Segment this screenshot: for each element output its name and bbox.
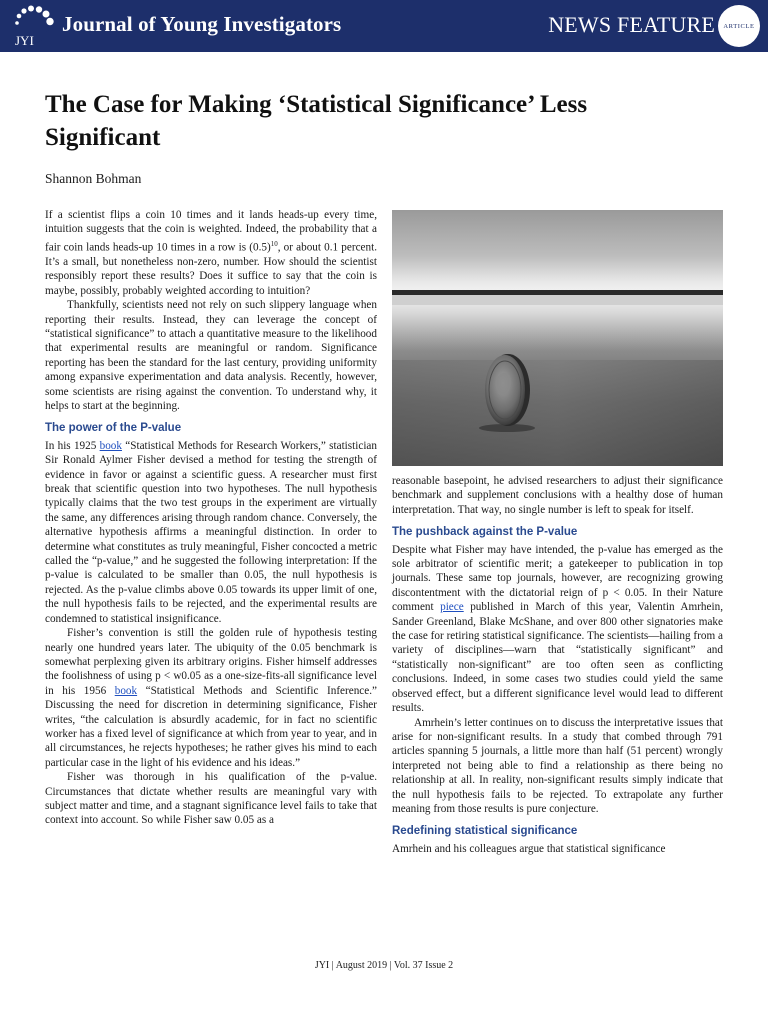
left-column: [45, 208, 377, 828]
article-badge: ARTICLE: [718, 5, 760, 47]
page-footer: JYI | August 2019 | Vol. 37 Issue 2: [314, 960, 454, 971]
heading-pushback: The pushback against the P-value: [392, 526, 578, 539]
paragraph-4: Fisher’s convention is still the golden rule of hypothesis testing nearly one hundred years later. The ubiquity of the 0.05 benchmark is somewhat perplexing given its arbitrary origins. Fisher himself addresses the foolishness of using p < w0.05 as a one-size-fits-all significance level in his 1956 book “Statistical Methods and Scientific Inference.” Discussing the need for discretion in determining significance, Fisher writes, “the calculation is absurdly academic, for in fact no scientific worker has a fixed level of significance at which from year to year, and in all circumstances, he rejects hypotheses; he rather gives his mind to each particular case in the light of his evidence and his ideas.”: [45, 627, 377, 769]
book-link-1925[interactable]: book: [99, 439, 122, 452]
article-author: Shannon Bohman: [45, 171, 142, 186]
section-label: NEWS FEATURE: [548, 12, 715, 37]
book-link-1956[interactable]: book: [114, 684, 138, 697]
paragraph-5: Fisher was thorough in his qualification of the p-value. Circumstances that dictate whether results are meaningful vary with subject matter and time, and a stagnant significance level fails to take that context into account. So while Fisher saw 0.05 as a: [45, 771, 377, 827]
paragraph-3: In his 1925 book “Statistical Methods for Research Workers,” statistician Sir Ronald Aylmer Fisher devised a method for testing the strength of evidence in favor or against a scientific guess. A researcher must first break that scientific question into two hypotheses. The null hypothesis typically claims that the two test groups in the experiment are virtually the same, any differences arising through random chance. Conversely, the alternative hypothesis affirms a meaningful distinction. In order to determine what constitutes as truly meaningful, Fisher concocted a metric called the “p-value,” and he suggested the following interpretation: If the p-value is calculated to be smaller than 0.05, the null hypothesis is rejected. As the p-value climbs above 0.05 towards its upper limit of one, the null hypothesis fails to be rejected, and the experimental results are condemned to statistical insignificance.: [45, 439, 377, 625]
right-column: [392, 474, 723, 856]
journal-header: [0, 0, 768, 52]
heading-redefining: Redefining statistical significance: [392, 825, 578, 838]
journal-name: Journal of Young Investigators: [62, 12, 342, 36]
nature-piece-link[interactable]: piece: [440, 601, 464, 614]
paragraph-6: Despite what Fisher may have intended, the p-value has emerged as the sole arbitrator of scientific merit; a gatekeeper to publication in top journals. These same top journals, however, are recognizing growing discontentment with the dictatorial reign of p < 0.05. In their Nature comment piece published in March of this year, Valentin Amrhein, Sander Greenland, Blake McShane, and over 800 other signatories make the case for retiring statistical significance. The scientists—hailing from a variety of disciplines—warn that “statistically significant” and “statistically non-significant” are too often seen as conflicting conclusions. Indeed, in some cases two studies could yield the same observed effect, but a different significance level would lead to different results.: [392, 543, 723, 715]
coin-on-edge-photo: [392, 210, 723, 466]
svg-text:JYI: JYI: [15, 33, 34, 48]
article-title: The Case for Making ‘Statistical Significance’ Less Significant: [45, 91, 588, 151]
heading-power-of-p-value: The power of the P-value: [45, 422, 182, 435]
paragraph-5-continued: reasonable basepoint, he advised researchers to adjust their significance benchmark and supplement conclusions with a healthy dose of human interpretation. That way, no single number is left to speak for itself.: [392, 475, 723, 516]
paragraph-7: Amrhein’s letter continues on to discuss the interpretative issues that arise for non-significant results. In a study that combed through 791 articles spanning 5 journals, a little more than half (51 percent) wrongly interpreted not being able to find a relationship as there being no relationship at all. In reality, non-significant results simply indicate that the null hypothesis fails to be rejected. To extrapolate any further meaning from those results is pure conjecture.: [392, 716, 723, 815]
paragraph-2: Thankfully, scientists need not rely on such slippery language when reporting their results. Instead, they can leverage the concept of “statistical significance” to attach a quantitative measure to the likelihood that experimental results are meaningful or random. Significance reporting has been the standard for the last century, providing uniformity among expansive experimentation and data analysis. Recently, however, some scientists are rising against the convention. To understand why, it helps to start at the beginning.: [45, 299, 377, 413]
intro-paragraph: If a scientist flips a coin 10 times and it lands heads-up every time, intuition suggests that the coin is weighted. Indeed, the probability that a fair coin lands heads-up 10 times in a row is $(0.5)^{10}$, or about 0.1 percent. It’s a small, but nonetheless non-zero, number. How should the scientist responsibly report these results? Does it suffice to say that the coin is maybe, possibly, probably weighted according to intuition?: [45, 209, 378, 297]
jyi-logo-icon: [8, 3, 56, 49]
paragraph-8: Amrhein and his colleagues argue that statistical significance: [392, 842, 666, 855]
